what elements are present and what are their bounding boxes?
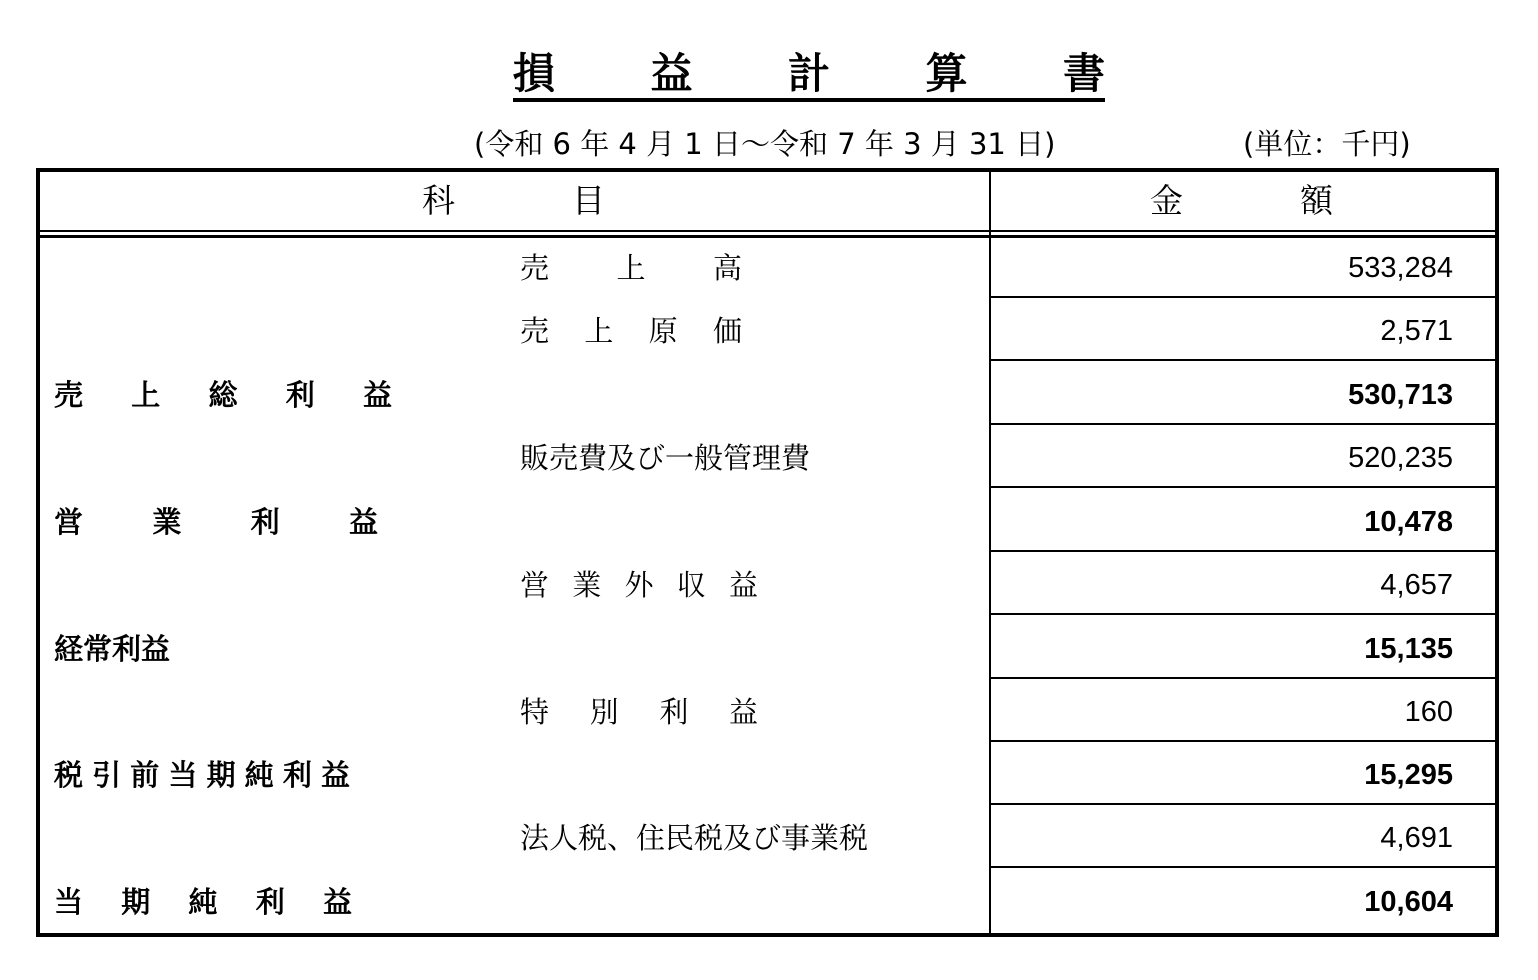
label-char: 利 [255, 885, 285, 919]
label-char: 収 [676, 568, 706, 602]
label-char: 別 [589, 695, 619, 729]
label-char: 利 [285, 378, 315, 412]
label-char: 売 [520, 251, 550, 285]
title-char: 書 [1062, 49, 1105, 98]
amount-gross-profit: 530,713 [1348, 379, 1453, 411]
row-label-income-taxes [520, 818, 868, 858]
row-label-ordinary-profit [54, 629, 170, 669]
label-char: 上 [131, 378, 161, 412]
row-divider [991, 803, 1495, 805]
row-divider [991, 486, 1495, 488]
label-char: 業 [572, 568, 602, 602]
label-char: 営 [520, 568, 550, 602]
row-label-sales [520, 248, 742, 288]
label-char: 総 [208, 378, 238, 412]
label-char: 販売費及び一般管理費 [520, 441, 811, 475]
header-divider [40, 230, 1495, 232]
amount-cost-of-sales: 2,571 [1380, 315, 1453, 347]
label-char: 利 [659, 695, 689, 729]
label-char: 高 [712, 251, 742, 285]
column-divider [989, 172, 991, 933]
row-divider [991, 296, 1495, 298]
row-label-extraordinary-income [520, 692, 758, 732]
row-label-non-operating-income [520, 565, 758, 605]
label-char: 益 [728, 568, 758, 602]
row-divider [991, 613, 1495, 615]
unit-label: (単位：千円) [1243, 127, 1411, 161]
amount-ordinary-profit: 15,135 [1364, 633, 1453, 665]
row-label-operating-profit [54, 502, 378, 542]
header-amount-char: 額 [1300, 181, 1333, 220]
label-char: 益 [322, 885, 352, 919]
label-char: 価 [712, 314, 742, 348]
label-char: 上 [584, 314, 614, 348]
label-char: 利 [250, 505, 280, 539]
amount-extraordinary-income: 160 [1404, 696, 1453, 728]
label-char: 特 [520, 695, 550, 729]
amount-sga-expenses: 520,235 [1348, 442, 1453, 474]
label-char: 純 [244, 758, 274, 792]
label-char: 原 [648, 314, 678, 348]
row-divider [991, 550, 1495, 552]
title-char: 益 [650, 49, 693, 98]
label-char: 益 [320, 758, 350, 792]
label-char: 益 [362, 378, 392, 412]
header-divider-double [40, 235, 1495, 238]
amount-sales: 533,284 [1348, 252, 1453, 284]
row-label-gross-profit [54, 375, 392, 415]
label-char: 経常利益 [54, 632, 171, 666]
label-char: 売 [520, 314, 550, 348]
document-title [513, 42, 1105, 102]
label-char: 期 [206, 758, 236, 792]
title-char: 損 [513, 49, 556, 98]
label-char: 法人税、住民税及び事業税 [520, 821, 869, 855]
label-char: 当 [54, 885, 84, 919]
amount-net-income: 10,604 [1364, 886, 1453, 918]
amount-operating-profit: 10,478 [1364, 506, 1453, 538]
title-char: 計 [787, 49, 830, 98]
label-char: 上 [616, 251, 646, 285]
amount-profit-before-tax: 15,295 [1364, 759, 1453, 791]
label-char: 当 [168, 758, 198, 792]
header-subject-char: 科 [422, 181, 455, 220]
label-char: 税 [54, 758, 84, 792]
label-char: 売 [54, 378, 84, 412]
income-statement-table [36, 168, 1499, 937]
row-divider [991, 740, 1495, 742]
row-label-net-income [54, 882, 352, 922]
amount-income-taxes: 4,691 [1380, 822, 1453, 854]
amount-non-operating-income: 4,657 [1380, 569, 1453, 601]
header-amount-char: 金 [1150, 181, 1183, 220]
row-divider [991, 423, 1495, 425]
row-divider [991, 866, 1495, 868]
label-char: 期 [121, 885, 151, 919]
label-char: 前 [130, 758, 160, 792]
label-char: 利 [282, 758, 312, 792]
label-char: 純 [188, 885, 218, 919]
header-subject-char: 目 [572, 181, 605, 220]
label-char: 外 [624, 568, 654, 602]
row-label-profit-before-tax [54, 755, 350, 795]
row-label-sga-expenses [520, 438, 810, 478]
fiscal-period: (令和 6 年 4 月 1 日～令和 7 年 3 月 31 日) [474, 127, 1056, 161]
row-divider [991, 677, 1495, 679]
label-char: 引 [92, 758, 122, 792]
label-char: 業 [152, 505, 182, 539]
row-label-cost-of-sales [520, 311, 742, 351]
label-char: 営 [54, 505, 84, 539]
title-char: 算 [925, 49, 968, 98]
label-char: 益 [348, 505, 378, 539]
label-char: 益 [728, 695, 758, 729]
row-divider [991, 359, 1495, 361]
